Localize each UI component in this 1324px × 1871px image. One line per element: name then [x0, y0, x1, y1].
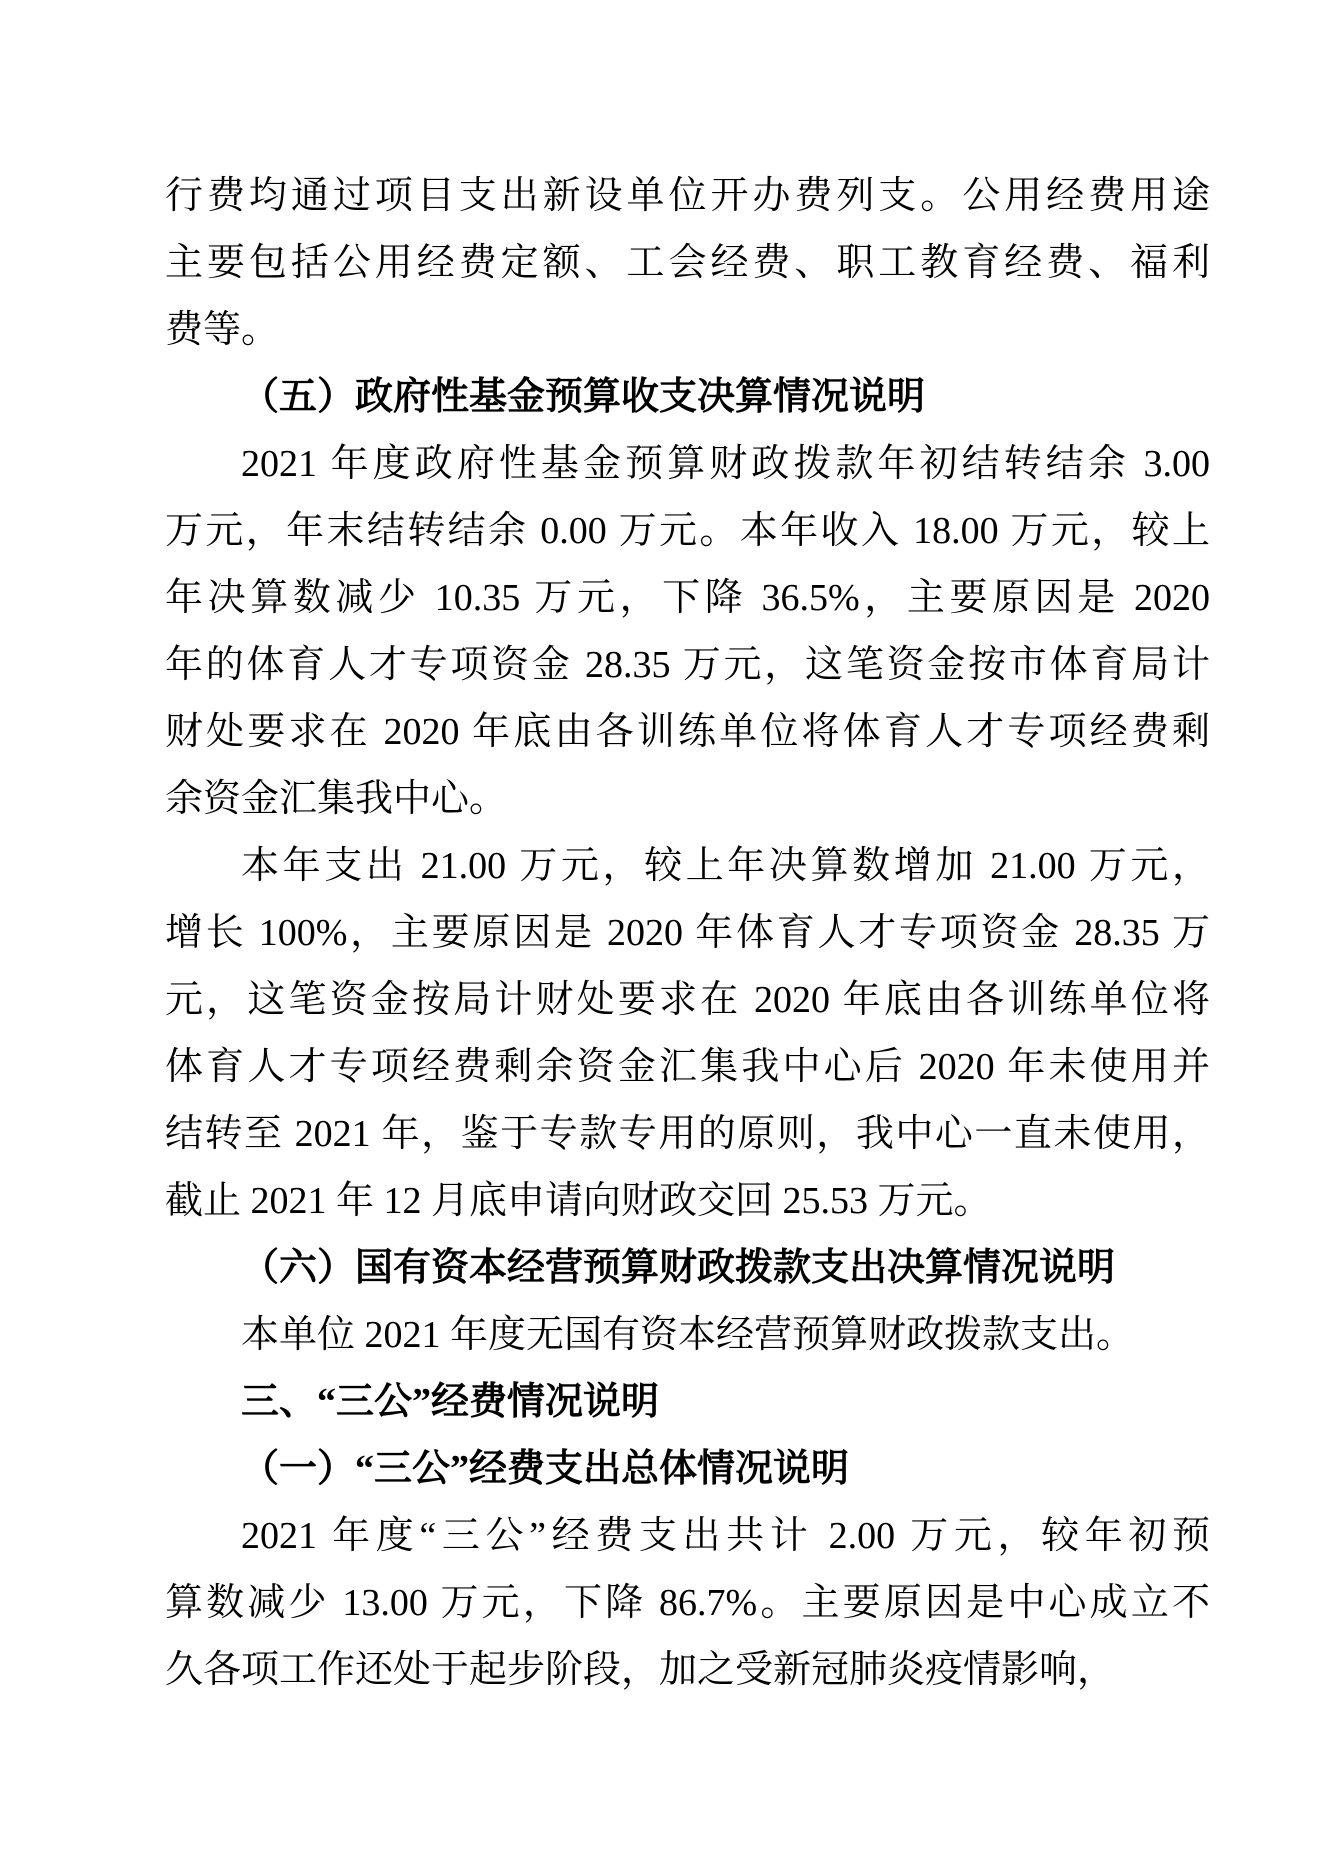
paragraph-line: 2021 年度“三公”经费支出共计 2.00 万元，较年初预: [241, 1515, 1210, 1557]
heading-section-6: （六）国有资本经营预算财政拨款支出决算情况说明: [241, 1247, 1116, 1289]
heading-subsection-1: （一）“三公”经费支出总体情况说明: [241, 1448, 850, 1490]
paragraph-line: 年决算数减少 10.35 万元，下降 36.5%，主要原因是 2020: [165, 577, 1210, 619]
paragraph-line: 主要包括公用经费定额、工会经费、职工教育经费、福利: [165, 242, 1210, 284]
document-content: [165, 163, 1210, 1704]
paragraph-line: 算数减少 13.00 万元，下降 86.7%。主要原因是中心成立不: [165, 1582, 1210, 1624]
paragraph-line: 增长 100%，主要原因是 2020 年体育人才专项资金 28.35 万: [165, 912, 1210, 954]
heading-section-5: （五）政府性基金预算收支决算情况说明: [241, 376, 926, 418]
paragraph-line: 本年支出 21.00 万元，较上年决算数增加 21.00 万元，: [241, 845, 1210, 887]
paragraph-line: 万元，年末结转结余 0.00 万元。本年收入 18.00 万元，较上: [165, 510, 1210, 552]
paragraph-line: 体育人才专项经费剩余资金汇集我中心后 2020 年未使用并: [165, 1046, 1210, 1088]
paragraph-line: 本单位 2021 年度无国有资本经营预算财政拨款支出。: [241, 1314, 1135, 1356]
paragraph-line: 元，这笔资金按局计财处要求在 2020 年底由各训练单位将: [165, 979, 1210, 1021]
paragraph-line: 年的体育人才专项资金 28.35 万元，这笔资金按市体育局计: [165, 644, 1210, 686]
paragraph-line: 2021 年度政府性基金预算财政拨款年初结转结余 3.00: [241, 443, 1210, 485]
paragraph-line: 截止 2021 年 12 月底申请向财政交回 25.53 万元。: [165, 1180, 992, 1222]
paragraph-line: 行费均通过项目支出新设单位开办费列支。公用经费用途: [165, 175, 1210, 217]
paragraph-line: 余资金汇集我中心。: [165, 778, 508, 820]
paragraph-line: 费等。: [165, 309, 280, 351]
paragraph-line: 结转至 2021 年，鉴于专款专用的原则，我中心一直未使用，: [165, 1113, 1210, 1155]
paragraph-line: 财处要求在 2020 年底由各训练单位将体育人才专项经费剩: [165, 711, 1210, 753]
paragraph-line: 久各项工作还处于起步阶段，加之受新冠肺炎疫情影响，: [165, 1649, 1116, 1691]
heading-chapter-3: 三、“三公”经费情况说明: [241, 1381, 660, 1423]
